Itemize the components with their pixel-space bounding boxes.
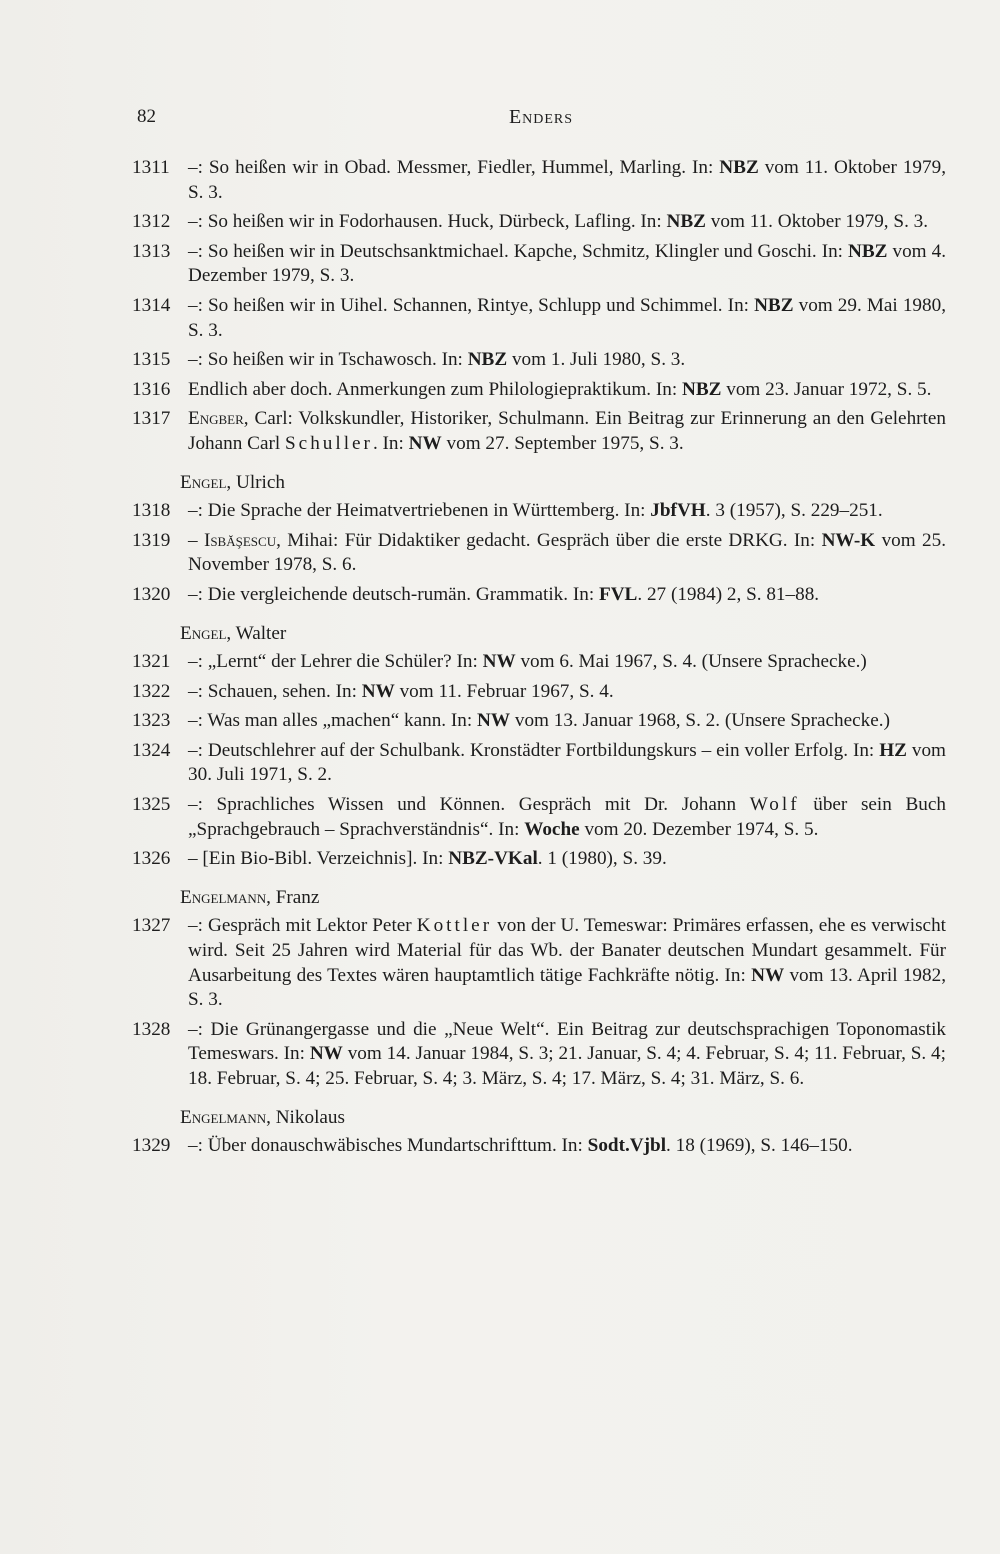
entry-text: –: Über donauschwäbisches Mundartschrifttum. In: Sodt.Vjbl. 18 (1969), S. 146–150. xyxy=(188,1135,853,1157)
entry-text: –: Gespräch mit Lektor Peter Kottler von der U. Temeswar: Primäres erfassen, ehe es verwischt wird. Seit 25 Jahren wird Material für das Wb. der Banater deutschen Mundart gesammelt. Für Ausarbeitung des Textes wären hauptamtlich tätige Fachkräfte nötig. In: NW vom 13. April 1982, S. 3. xyxy=(188,915,946,1011)
entry-number: 1311 xyxy=(132,157,170,178)
entry-number: 1323 xyxy=(132,710,171,732)
page-number: 82 xyxy=(137,106,156,127)
entry-text: –: Die Grünangergasse und die „Neue Welt“. Ein Beitrag zur deutschsprachigen Toponomastik Temeswars. In: NW vom 14. Januar 1984, S. 3; 21. Januar, S. 4; 4. Februar, S. 4; 11. Februar, S. 4; 18. Februar, S. 4; 25. Februar, S. 4; 3. März, S. 4; 17. März, S. 4; 31. März, S. 6. xyxy=(188,1018,946,1089)
entry-text: – Isbăşescu, Mihai: Für Didaktiker gedacht. Gespräch über die erste DRKG. In: NW-K vom 25. November 1978, S. 6. xyxy=(188,529,947,576)
bibliography-entry xyxy=(132,914,946,1012)
bibliography-entry xyxy=(132,378,946,403)
entry-number: 1320 xyxy=(132,583,171,605)
bibliography-entry xyxy=(132,1018,946,1092)
bibliography-entry xyxy=(132,650,946,675)
entry-text: –: So heißen wir in Obad. Messmer, Fiedler, Hummel, Marling. In: NBZ vom 11. Oktober 1979, S. 3. xyxy=(188,157,946,203)
entry-text: –: „Lernt“ der Lehrer die Schüler? In: NW vom 6. Mai 1967, S. 4. (Unsere Sprachecke.) xyxy=(188,651,867,673)
running-title: Enders xyxy=(508,106,574,128)
entry-number: 1317 xyxy=(132,408,171,430)
page-header xyxy=(137,106,945,136)
entry-number: 1314 xyxy=(132,294,171,316)
bibliography-entry xyxy=(132,680,946,705)
bibliography-entry xyxy=(132,847,946,872)
bibliography-entry xyxy=(132,709,946,734)
bibliography-entry xyxy=(132,739,946,788)
entry-text: –: Deutschlehrer auf der Schulbank. Kronstädter Fortbildungskurs – ein voller Erfolg. In: HZ vom 30. Juli 1971, S. 2. xyxy=(188,739,946,786)
entry-text: –: Sprachliches Wissen und Können. Gespräch mit Dr. Johann Wolf über sein Buch „Sprachgebrauch – Sprachverständnis“. In: Woche vom 20. Dezember 1974, S. 5. xyxy=(188,794,946,840)
bibliography-entry xyxy=(132,1134,946,1159)
author-heading: Engelmann, Nikolaus xyxy=(180,1106,345,1128)
entry-number: 1321 xyxy=(132,651,171,673)
entry-text: –: So heißen wir in Fodorhausen. Huck, Dürbeck, Lafling. In: NBZ vom 11. Oktober 1979, S. 3. xyxy=(188,211,929,233)
entry-text: –: Schauen, sehen. In: NW vom 11. Februar 1967, S. 4. xyxy=(188,680,614,702)
entry-text: Engber, Carl: Volkskundler, Historiker, Schulmann. Ein Beitrag zur Erinnerung an den Gelehrten Johann Carl Schuller. In: NW vom 27. September 1975, S. 3. xyxy=(188,408,946,454)
bibliography-entry xyxy=(132,156,946,205)
entry-number: 1326 xyxy=(132,848,171,870)
entry-number: 1327 xyxy=(132,915,171,937)
entry-number: 1318 xyxy=(132,500,171,522)
bibliography-entry xyxy=(132,240,946,289)
bibliography-entry xyxy=(132,529,946,578)
entry-number: 1312 xyxy=(132,211,171,233)
bibliography-entry xyxy=(132,583,946,608)
entry-number: 1313 xyxy=(132,240,171,262)
entry-text: Endlich aber doch. Anmerkungen zum Philologiepraktikum. In: NBZ vom 23. Januar 1972, S. 5. xyxy=(188,378,932,400)
entry-number: 1329 xyxy=(132,1135,171,1157)
entry-text: –: So heißen wir in Tschawosch. In: NBZ vom 1. Juli 1980, S. 3. xyxy=(188,349,686,371)
entry-number: 1325 xyxy=(132,794,171,816)
entry-number: 1316 xyxy=(132,378,171,400)
entry-text: –: So heißen wir in Deutschsanktmichael. Kapche, Schmitz, Klingler und Goschi. In: NBZ vom 4. Dezember 1979, S. 3. xyxy=(188,240,946,287)
author-heading: Engel, Ulrich xyxy=(180,471,286,493)
bibliography-entry xyxy=(132,793,946,842)
entry-text: –: Die Sprache der Heimatvertriebenen in Württemberg. In: JbfVH. 3 (1957), S. 229–251. xyxy=(188,500,883,522)
entry-text: –: So heißen wir in Uihel. Schannen, Rintye, Schlupp und Schimmel. In: NBZ vom 29. Mai 1980, S. 3. xyxy=(188,294,946,341)
entry-number: 1324 xyxy=(132,739,171,761)
entry-text: –: Was man alles „machen“ kann. In: NW vom 13. Januar 1968, S. 2. (Unsere Sprachecke.) xyxy=(188,710,890,732)
author-heading: Engelmann, Franz xyxy=(180,886,320,908)
entry-number: 1328 xyxy=(132,1018,171,1040)
entry-number: 1319 xyxy=(132,529,171,551)
bibliography-entry xyxy=(132,210,946,235)
bibliography-entry xyxy=(132,407,946,456)
bibliography-list xyxy=(132,156,946,1164)
entry-number: 1315 xyxy=(132,349,171,371)
author-heading: Engel, Walter xyxy=(180,622,287,644)
entry-text: –: Die vergleichende deutsch-rumän. Grammatik. In: FVL. 27 (1984) 2, S. 81–88. xyxy=(188,583,820,605)
entry-number: 1322 xyxy=(132,680,171,702)
bibliography-entry xyxy=(132,499,946,524)
bibliography-entry xyxy=(132,294,946,343)
entry-text: – [Ein Bio-Bibl. Verzeichnis]. In: NBZ-VKal. 1 (1980), S. 39. xyxy=(188,848,667,870)
bibliography-entry xyxy=(132,348,946,373)
